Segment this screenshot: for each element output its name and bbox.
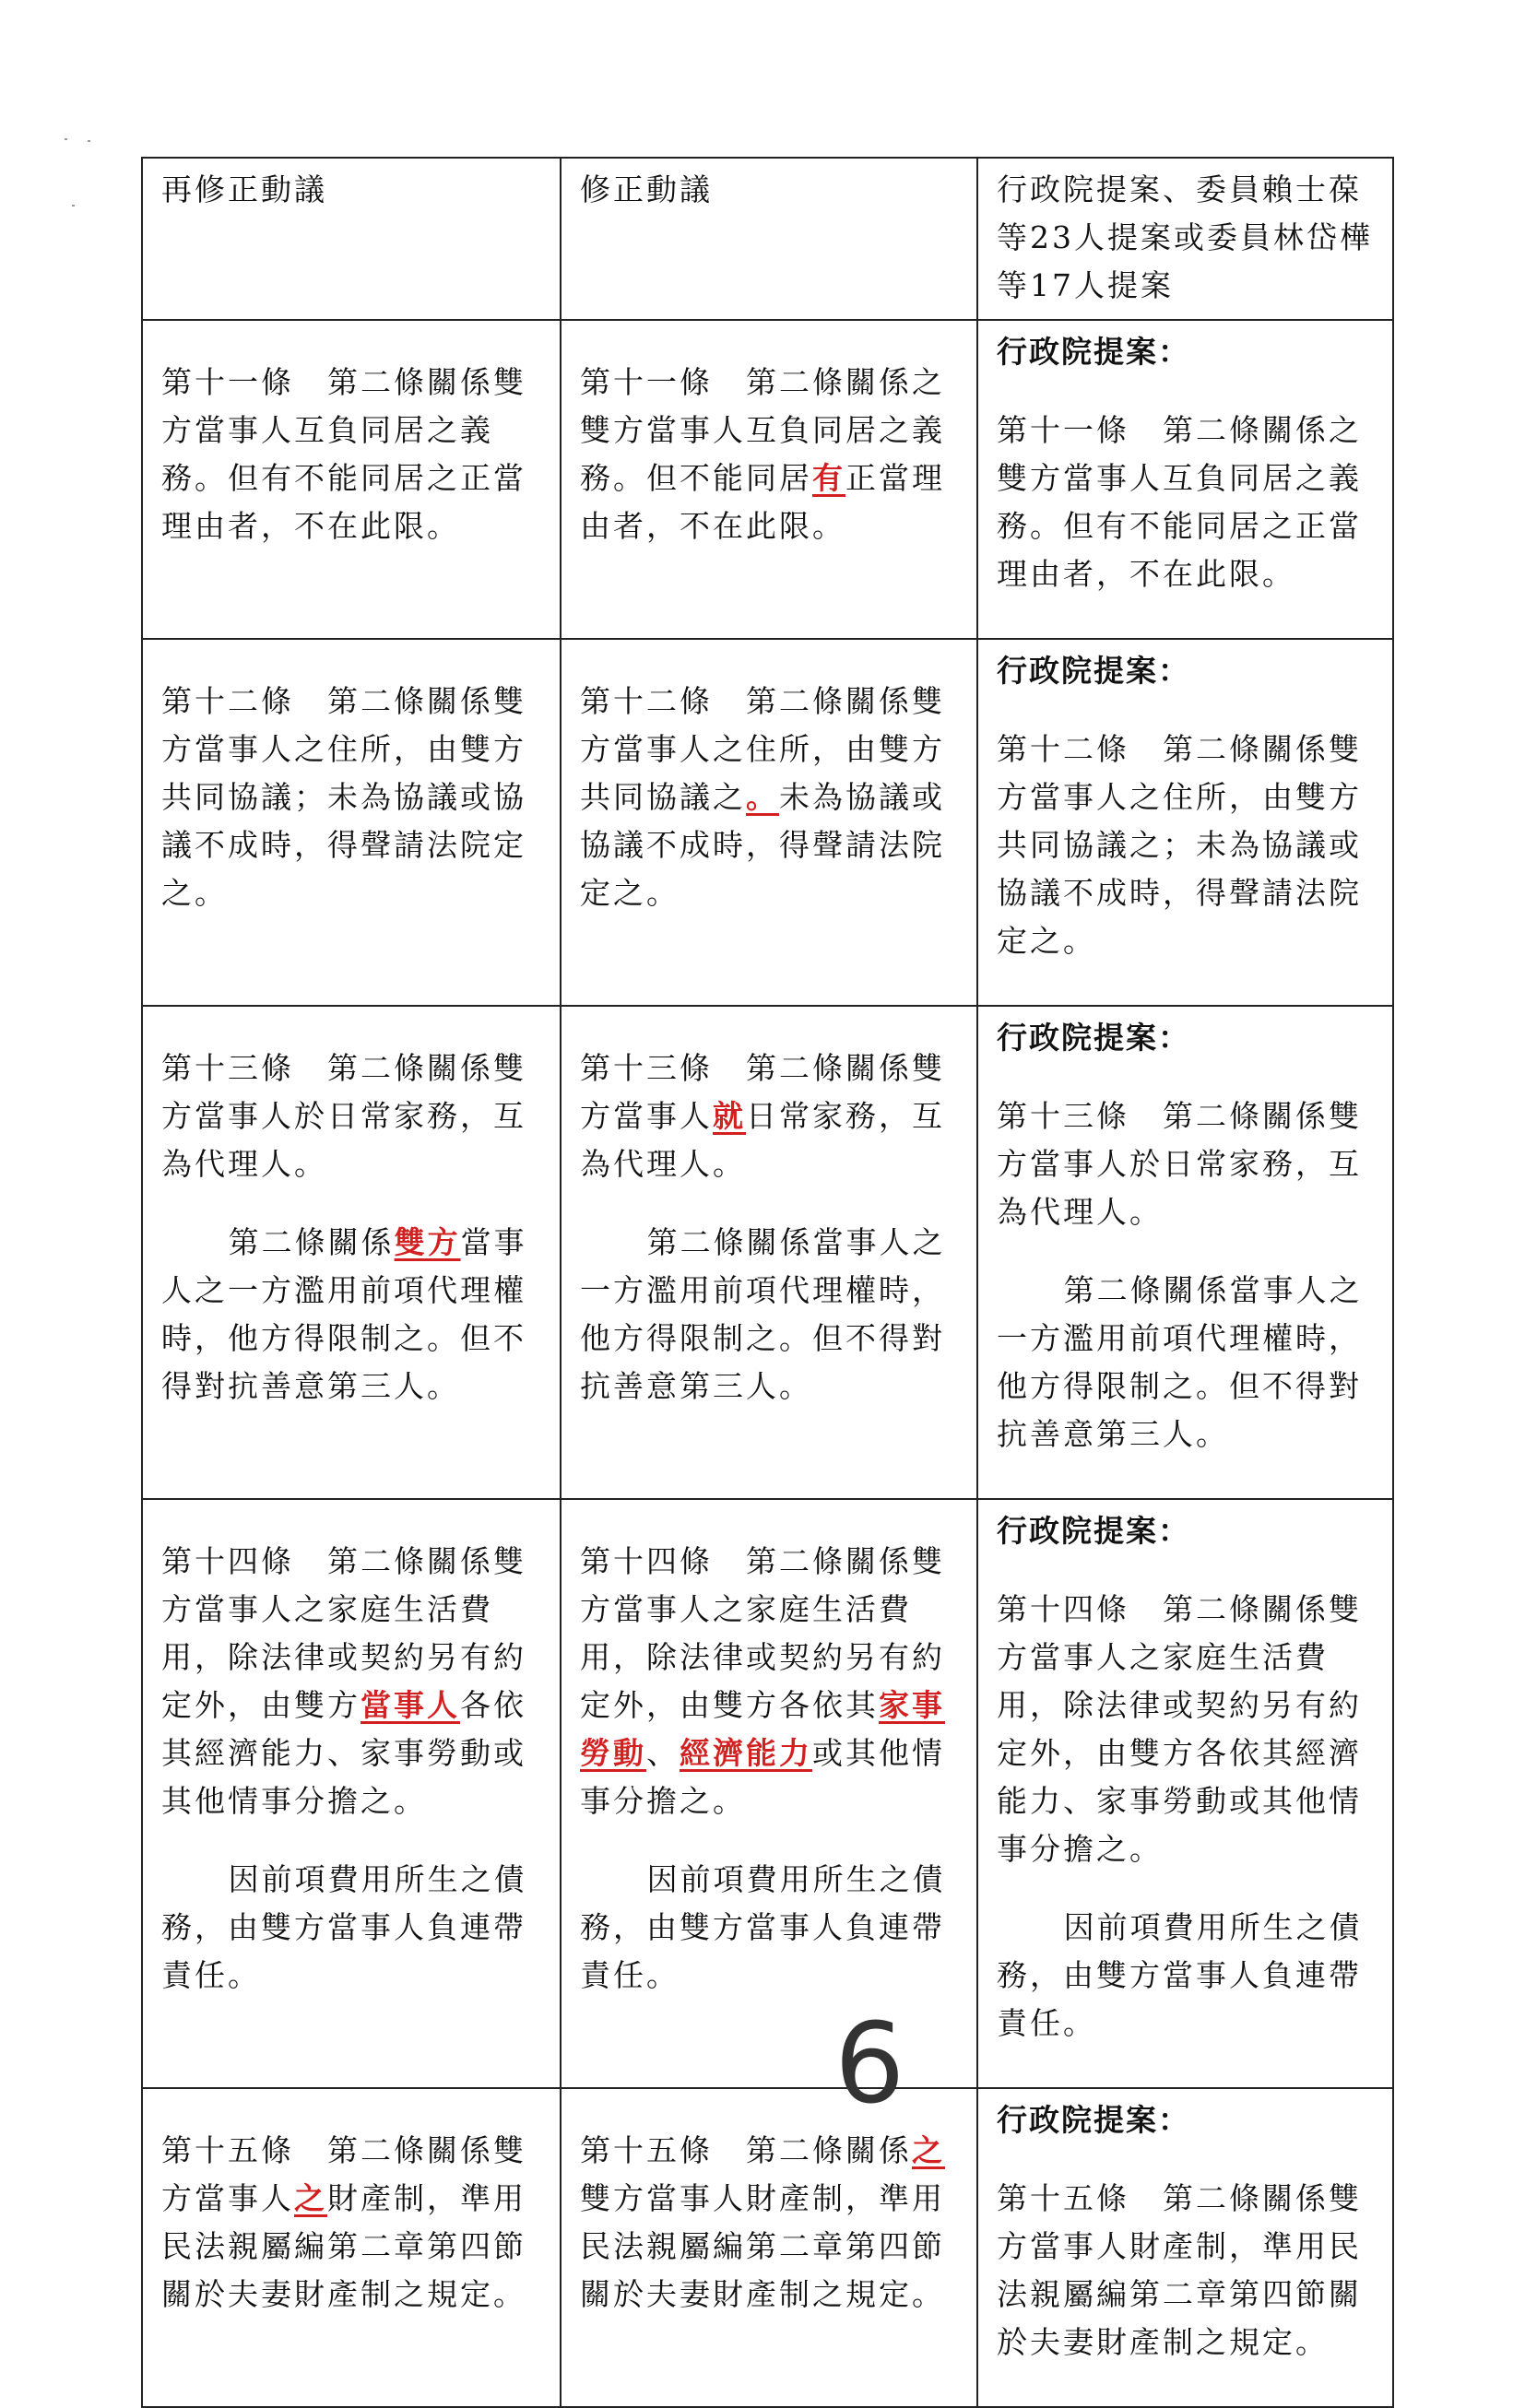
reamendment-cell [142,1006,561,1499]
article-paragraph [997,1092,1377,1236]
amendment-cell [561,2088,977,2407]
article-paragraph [997,1904,1377,2048]
article-text: 第十四條 第二條關係雙方當事人之家庭生活費用，除法律或契約另有約定外，由雙方各依其經濟能力、家事勞動或其他情事分擔之。 [997,1591,1362,1867]
article-paragraph [161,678,545,917]
page-number: 6 [834,2001,905,2129]
amended-text: 經濟能力 [680,1735,812,1771]
article-text: 、 [646,1735,680,1771]
article-paragraph [161,1219,545,1411]
article-text: 因前項費用所生之債務，由雙方當事人負連帶責任。 [580,1861,946,1993]
article-text: 第十五條 第二條關係雙方當事人財產制，準用民法親屬編第二章第四節關於夫妻財產制之規定。 [997,2180,1362,2360]
reamendment-cell [142,320,561,639]
amended-text: 之 [294,2180,327,2216]
article-text: 第十二條 第二條關係雙方當事人之住所，由雙方共同協議之；未為協議或協議不成時，得聲請法院定之。 [997,731,1362,959]
amended-text: 就 [713,1098,746,1134]
article-paragraph [997,2175,1377,2367]
reamendment-cell [142,639,561,1006]
article-text: 第二條關係當事人之一方濫用前項代理權時，他方得限制之。但不得對抗善意第三人。 [997,1272,1363,1452]
article-paragraph [580,1219,962,1411]
amended-text: 雙方 [394,1224,461,1260]
header-cell-proposals: 行政院提案、委員賴士葆等23人提案或委員林岱樺等17人提案 [977,158,1393,320]
article-text: 第十三條 第二條關係雙方當事人於日常家務，互為代理人。 [997,1098,1362,1230]
article-text: 第二條關係 [228,1224,395,1260]
amended-text: 當事人 [361,1687,460,1723]
amendment-cell [561,639,977,1006]
proposal-label: 行政院提案： [997,2102,1190,2138]
article-paragraph [997,1586,1377,1873]
article-text: 日常家務，互為代理人。 [580,1098,945,1182]
amended-text: 有 [812,460,845,496]
article-text: 因前項費用所生之債務，由雙方當事人負連帶責任。 [997,1909,1363,2041]
table-row [142,2088,1393,2407]
article-text: 未為協議或協議不成時，得聲請法院定之。 [580,779,945,911]
proposal-label: 行政院提案： [997,1020,1190,1056]
article-text: 當事人之一方濫用前項代理權時，他方得限制之。但不得對抗善意第三人。 [161,1224,527,1404]
proposal-cell [977,1499,1393,2088]
article-paragraph [997,726,1377,965]
article-paragraph [161,2127,545,2319]
header-cell-amendment: 修正動議 [561,158,977,320]
amendment-cell [561,1006,977,1499]
table-row [142,1499,1393,2088]
article-paragraph [580,1538,962,1825]
header-cell-reamendment: 再修正動議 [142,158,561,320]
article-paragraph [161,1856,545,2000]
table-row [142,639,1393,1006]
article-text: 或其他情事分擔之。 [580,1735,945,1819]
table-row [142,1006,1393,1499]
article-text: 因前項費用所生之債務，由雙方當事人負連帶責任。 [161,1861,527,1993]
amended-text: 家事勞動 [580,1687,945,1771]
article-text: 財產制，準用民法親屬編第二章第四節關於夫妻財產制之規定。 [161,2180,526,2312]
article-paragraph [580,2127,962,2319]
article-text: 第十四條 第二條關係雙方當事人之家庭生活費用，除法律或契約另有約定外，由雙方各依其 [580,1543,945,1723]
article-text: 正當理由者，不在此限。 [580,460,945,544]
article-text: 第十五條 第二條關係雙方當事人 [161,2132,526,2216]
proposal-label: 行政院提案： [997,653,1190,689]
proposal-label: 行政院提案： [997,334,1190,370]
proposal-cell [977,2088,1393,2407]
amendment-cell [561,1499,977,2088]
reamendment-cell [142,1499,561,2088]
article-text: 第十三條 第二條關係雙方當事人 [580,1050,945,1134]
article-text: 第十二條 第二條關係雙方當事人之住所，由雙方共同協議之 [580,683,945,815]
article-text: 第十一條 第二條關係之雙方當事人互負同居之義務。但有不能同居之正當理由者，不在此限。 [997,412,1362,592]
article-paragraph [580,359,962,550]
article-text: 各依其經濟能力、家事勞動或其他情事分擔之。 [161,1687,526,1819]
article-text: 第十四條 第二條關係雙方當事人之家庭生活費用，除法律或契約另有約定外，由雙方 [161,1543,526,1723]
amendment-cell [561,320,977,639]
article-text: 第十三條 第二條關係雙方當事人於日常家務，互為代理人。 [161,1050,526,1182]
article-text: 第十二條 第二條關係雙方當事人之住所，由雙方共同協議；未為協議或協議不成時，得聲請法院定之。 [161,683,526,911]
table-row [142,320,1393,639]
article-paragraph [580,1045,962,1188]
proposal-cell [977,639,1393,1006]
table-header-row [142,158,1393,320]
article-text: 第十一條 第二條關係之雙方當事人互負同居之義務。但不能同居 [580,364,945,496]
amended-text: 之 [912,2132,945,2168]
article-text: 第十五條 第二條關係 [580,2132,912,2168]
article-text: 雙方當事人財產制，準用民法親屬編第二章第四節關於夫妻財產制之規定。 [580,2180,945,2312]
proposal-label: 行政院提案： [997,1513,1190,1549]
comparison-table [141,157,1394,2408]
proposal-cell [977,320,1393,639]
article-paragraph [161,359,545,550]
article-paragraph [997,407,1377,598]
proposal-cell [977,1006,1393,1499]
article-paragraph [997,1267,1377,1458]
article-paragraph [580,1856,962,2000]
article-paragraph [580,678,962,917]
article-paragraph [161,1538,545,1825]
article-text: 第二條關係當事人之一方濫用前項代理權時，他方得限制之。但不得對抗善意第三人。 [580,1224,946,1404]
amended-text: 。 [746,779,779,815]
article-paragraph [161,1045,545,1188]
article-text: 第十一條 第二條關係雙方當事人互負同居之義務。但有不能同居之正當理由者，不在此限。 [161,364,526,544]
reamendment-cell [142,2088,561,2407]
